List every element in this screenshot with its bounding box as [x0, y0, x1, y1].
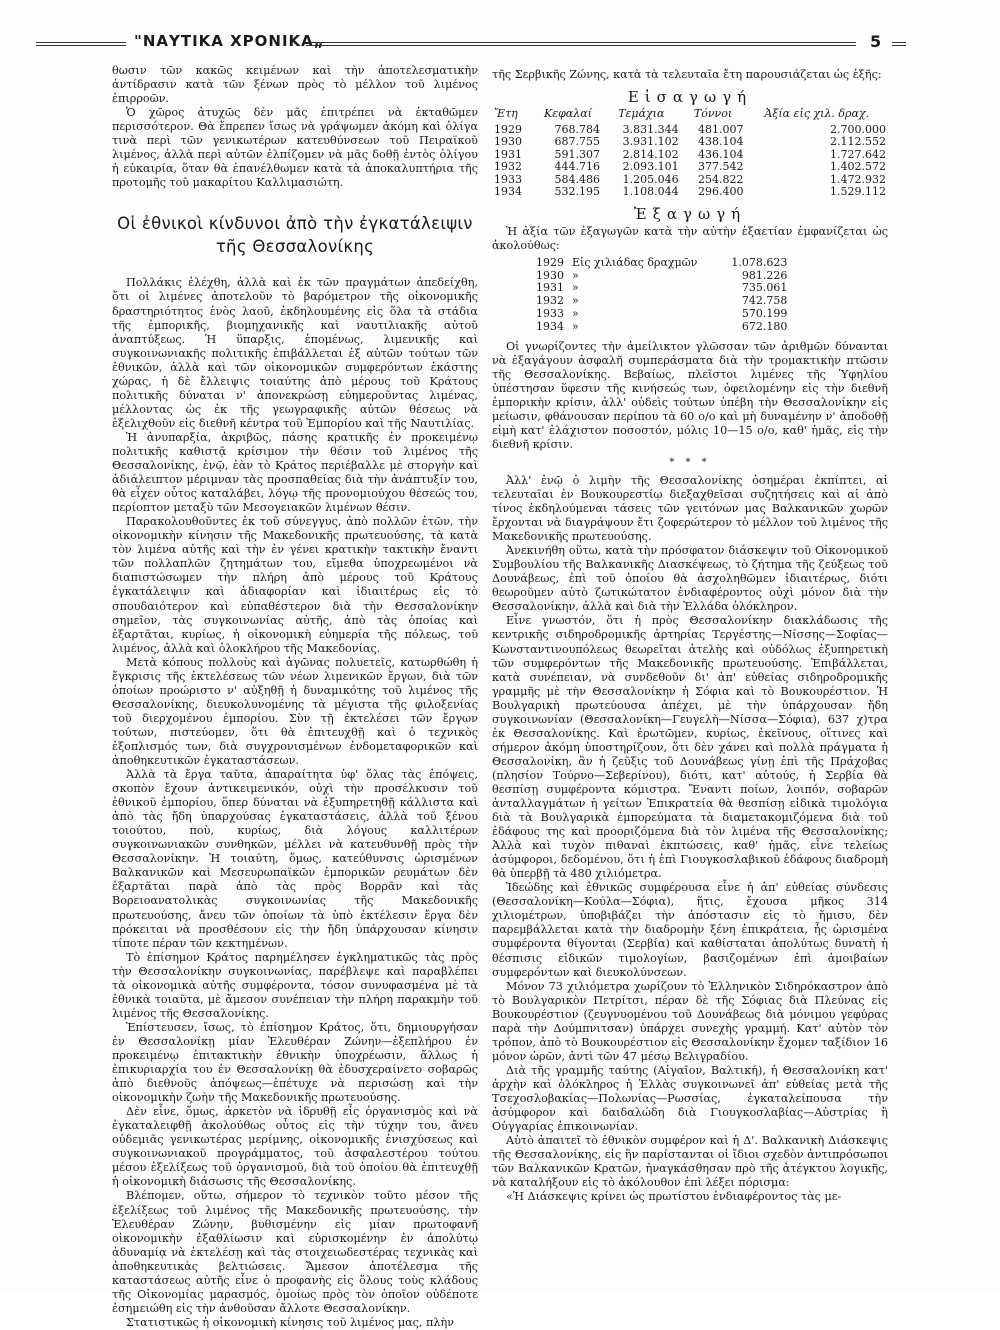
left-column: [112, 64, 478, 1330]
column-header: Κεφαλαί: [543, 107, 592, 121]
table-cell: 3.831.344: [622, 122, 679, 136]
table-cell: 532.195: [554, 185, 601, 199]
unit-label: Εἰς χιλιάδας δραχμῶν: [572, 255, 698, 269]
year-cell: 1932: [494, 160, 522, 174]
article-paragraph: Εἶνε γνωστόν, ὅτι ἡ πρὸς Θεσσαλονίκην διακλάδωσις τῆς κεντρικῆς σιδηροδρομικῆς ἀρτηρίας Τεργέστης—Νίσσης—Σοφίας—Κωνσταντινουπόλεως θεωρεῖται ἀτελὴς καὶ οὐδόλως ἐξυπηρετικὴ τῶν συμφερόντων τῆς Μακεδονικῆς πρωτευούσης. Ἐπιβάλλεται, κατὰ συνέπειαν, νὰ συνδεθοῦν δι' ἀπ' εὐθείας σιδηροδρομικῆς γραμμῆς μὲ τὴν Θεσσαλονίκην ἡ Σόφια καὶ τὸ Βουκουρέστιον. Ἡ Βουλγαρικὴ πρωτεύουσα ἀπέχει, μὲ τὴν ὑπάρχουσαν ἤδη συγκοινωνίαν (Θεσσαλονίκη—Γευγελὴ—Νίσσα—Σόφια), 637 χ)τρα ἐκ Θεσσαλονίκης. Καὶ ἐρωτῶμεν, κυρίως, ἐκεῖνους, οἵτινες καὶ σήμερον ἀκόμη ὑποστηρίζουν, ὅτι δὲν χάνει καὶ πολλὰ πράγματα ἡ Θεσσαλονίκη, ἂν ἡ ζεῦξις τοῦ Δουνάβεως γίνῃ ἐπὶ τῆς Πράχοβας (πλησίον Τούρνο—Σεβερίνου), διότι, κατ' αὐτούς, ἡ Σερβία θὰ θεσπίσῃ συμφέροντα κόμιστρα. Ἔναντι ποίων, λοιπόν, σοβαρῶν ἀνταλλαγμάτων ἡ γείτων Ἐπικρατεία θὰ θεσπίσῃ εἰδικὰ τιμολόγια διὰ τὰ Βουλγαρικὰ ἐμπορεύματα τὰ διαμετακομιζόμενα διὰ τοῦ ἐδάφους της καὶ προοριζόμενα διὰ τὸν λιμένα τῆς Θεσσαλονίκης; Ἀλλὰ καὶ τυχὸν πιθαναὶ ἐκπτώσεις, καθ' ἡμᾶς, εἶνε τελείως ἀσύμφοροι, δεδομένου, ὅτι ἡ ἐπὶ Γιουγκοσλαβικοῦ ἐδάφους διαδρομὴ θὰ ὑπερβῇ τὰ 480 χιλιόμετρα.: [492, 614, 888, 881]
table-cell: 436.104: [697, 147, 744, 161]
year-cell: 1930: [536, 268, 564, 282]
ditto-mark: »: [572, 268, 579, 282]
year-cell: 1932: [536, 294, 564, 308]
table-cell: 1.529.112: [830, 185, 886, 199]
table-cell: 1.205.046: [622, 172, 679, 186]
table-cell: 687.755: [554, 135, 601, 149]
article-paragraph: Στατιστικῶς ἡ οἰκονομικὴ κίνησις τοῦ λιμένος μας, πλὴν: [126, 1315, 454, 1329]
article-paragraph: Ἡ ἀνυπαρξία, ἀκριβῶς, πάσης κρατικῆς ἐν προκειμένῳ πολιτικῆς καθιστᾷ κρίσιμον τὴν θέσιν τοῦ λιμένος τῆς Θεσσαλονίκης, ἐνῷ, ἐὰν τὸ Κράτος περιέβαλλε μὲ στοργὴν καὶ ἀδιάλειπτον μέριμναν τὰς προσπαθείας διὰ τὴν ἀνάπτυξίν του, θὰ εἶχεν οὗτος καταλάβει, λόγῳ τῆς προνομιούχου θέσεώς του, περίοπτον μεταξὺ τῶν Μεσογειακῶν λιμένων θέσιν.: [112, 430, 478, 515]
table-cell: 981.226: [741, 268, 788, 282]
table-cell: 1.402.572: [830, 160, 886, 174]
table-cell: 591.307: [554, 147, 601, 161]
export-section-title: Ἐξαγωγή: [633, 204, 747, 223]
article-paragraph: Ἀνεκινήθη οὕτω, κατὰ τὴν πρόσφατον διάσκεψιν τοῦ Οἰκονομικοῦ Συμβουλίου τῆς Βαλκανικῆς Διασκέψεως, τὸ ζήτημα τῆς ζεύξεως τοῦ Δουνάβεως, ἐπὶ τοῦ ὁποίου θὰ ἀσχοληθῶμεν ἰδιαιτέρως, διότι θεωροῦμεν αὐτὸ ζωτικώτατον ἐνδιαφέροντος οὐχὶ μόνον διὰ τὴν Θεσσαλονίκην, ἀλλὰ καὶ διὰ τὴν Ἑλλάδα ὁλόκληρον.: [492, 544, 888, 614]
year-cell: 1929: [536, 255, 564, 269]
article-paragraph: Τὸ ἐπίσημον Κράτος παρημέλησεν ἐγκληματικῶς τὰς πρὸς τὴν Θεσσαλονίκην συγκοινωνίας, παρέβλεψε καὶ παραβλέπει τὰ οἰκονομικὰ αὐτῆς συμφέροντα, τόσον συνυφασμένα μὲ τὰ ἐθνικὰ τοιαῦτα, μὲ ἄμεσον συνέπειαν τὴν πλήρη παρακμὴν τοῦ λιμένος τῆς Θεσσαλονίκης.: [112, 950, 478, 1020]
table-cell: 1.472.932: [830, 172, 886, 186]
import-table-header: [492, 108, 888, 124]
table-cell: 2.700.000: [830, 122, 886, 136]
year-cell: 1934: [494, 185, 522, 199]
table-row: [492, 161, 888, 174]
ditto-mark: »: [572, 281, 579, 295]
table-cell: 672.180: [741, 319, 788, 333]
page-number: 5: [870, 32, 882, 51]
table-row: [532, 257, 791, 270]
article-paragraph: Οἱ γνωρίζοντες τὴν ἀμείλικτον γλῶσσαν τῶν ἀριθμῶν δύνανται νὰ ἐξαγάγουν ἀσφαλῆ συμπεράσματα διὰ τὴν τρομακτικὴν πτῶσιν τῆς Θεσσαλονίκης. Βεβαίως, πλεῖστοι λιμένες τῆς Ὑφηλίου ὑπέστησαν ὕφεσιν τῆς κινήσεώς των, ὀφειλομένην εἰς τὴν διεθνῆ ἐμπορικὴν κρίσιν, ἀλλ' οὐδεὶς τούτων ὑπέβη τὴν Θεσσαλονίκην εἰς μείωσιν, φθάνουσαν περίπου τὰ 60 ο/ο καὶ μὴ δυναμένην ν' ἀποδοθῇ εἰμὴ κατ' ἐλάχιστον ποσοστόν, μόλις 10—15 ο/ο, καθ' ἡμᾶς, εἰς τὴν διεθνῆ κρίσιν.: [492, 339, 888, 451]
export-lead: Ἡ ἀξία τῶν ἐξαγωγῶν κατὰ τὴν αὐτὴν ἑξαετίαν ἐμφανίζεται ὡς ἀκολούθως:: [492, 224, 888, 252]
article-paragraph: Ἰδεώδης καὶ ἐθνικῶς συμφέρουσα εἶνε ἡ ἀπ' εὐθείας σύνδεσις (Θεσσαλονίκη—Κούλα—Σόφια), ἥτις, ἔχουσα μῆκος 314 χιλιομέτρων, ὑποβιβάζει τὴν ἀπόστασιν εἰς τὸ ἥμισυ, δὲν παρεμβάλλεται κατὰ τὴν διαδρομὴν ξένη ἐπικράτεια, ἧς ὡρισμένα συμφέροντα θίγονται (Σερβία) καὶ καθίσταται ἀπολύτως δυνατὴ ἡ θέσπισις εἰδικῶν τιμολογίων, βασιζομένων ἐπὶ ἀμοιβαίων συμφερόντων καὶ διευκολύνσεων.: [492, 881, 888, 979]
table-cell: 1.108.044: [622, 185, 679, 199]
ditto-mark: »: [572, 306, 579, 320]
ditto-mark: »: [572, 294, 579, 308]
table-cell: 377.542: [697, 160, 744, 174]
article-paragraph: Ἀλλ' ἐνῷ ὁ λιμὴν τῆς Θεσσαλονίκης ὁσημέραι ἐκπίπτει, αἱ τελευταῖαι ἐν Βουκουρεστίῳ διεξαχθεῖσαι συζητήσεις καὶ αἱ ἀπὸ τίνος ἐκδηλούμεναι τάσεις τῶν γειτόνων μας Βαλκανικῶν χωρῶν ἔρχονται νὰ διαγράψουν ἔτι ζοφερώτερον τὸ μέλλον τοῦ λιμένος τῆς Μακεδονικῆς πρωτευούσης.: [492, 473, 888, 544]
table-cell: 3.931.102: [622, 135, 679, 149]
table-row: [492, 136, 888, 149]
table-cell: 735.061: [741, 281, 788, 295]
table-row: [532, 295, 791, 308]
article-title: Οἱ ἐθνικοὶ κίνδυνοι ἀπὸ τὴν ἐγκατάλειψιν τῆς Θεσσαλονίκης: [117, 214, 473, 257]
ditto-mark: »: [572, 319, 579, 333]
table-cell: 254.822: [697, 172, 744, 186]
table-cell: 444.716: [554, 160, 601, 174]
publication-title: "ΝΑΥΤΙΚΑ ΧΡΟΝΙΚΑ„: [134, 32, 325, 50]
article-paragraph: Μετὰ κόπους πολλοὺς καὶ ἀγῶνας πολυετεῖς, κατωρθώθη ἡ ἔγκρισις τῆς ἐκτελέσεως τῶν νέων λιμενικῶν ἔργων, διὰ τῶν ὁποίων προώριστο ν' αὐξηθῇ ἡ δυναμικότης τοῦ λιμένος τῆς Θεσσαλονίκης, διευκολυνομένης τὰ μέγιστα τῆς φιλοξενίας τοῦ διερχομένου ἐμπορίου. Σὺν τῇ ἐκτελέσει τῶν ἔργων τούτων, πιστεύομεν, ὅτι θὰ ἐπιτευχθῇ καὶ ὁ τεχνικὸς ἐξοπλισμός των, διὰ συγχρονισμένων ἐνδομεταφορικῶν καὶ ἀποθηκευτικῶν ἐγκαταστάσεων.: [112, 655, 478, 768]
table-row: [532, 308, 791, 321]
table-cell: 742.758: [741, 294, 788, 308]
header-rule-middle: [306, 42, 856, 46]
table-cell: 481.007: [697, 122, 744, 136]
right-column: [492, 68, 888, 1204]
table-cell: 768.784: [554, 122, 601, 136]
table-cell: 2.814.102: [622, 147, 679, 161]
table-row: [532, 321, 791, 334]
article-paragraph: Ἀλλὰ τὰ ἔργα ταῦτα, ἀπαραίτητα ὑφ' ὅλας τὰς ἐπόψεις, σκοπὸν ἔχουν ἀντικειμενικόν, οὐχὶ τὴν προσέλκυσιν τοῦ ἐθνικοῦ ἐμπορίου, ὅπερ δύναται νὰ ἐξυπηρετηθῇ κάλλιστα καὶ ἀπὸ τὰς ἤδη ὑπαρχούσας ἐγκαταστάσεις, ἀλλὰ τοῦ ξένου τοιούτου, ποὺ, κυρίως, διὰ λόγους καλλιτέρων συγκοινωνιακῶν συνθηκῶν, μέλλει νὰ κατευθυνθῇ πρὸς τὴν Θεσσαλονίκην. Ἡ τοιαύτη, ὅμως, κατεύθυνσις ὡρισμένων Βαλκανικῶν καὶ Μεσευρωπαϊκῶν ἐμπορικῶν ρευμάτων δὲν ἐξαρτᾶται παρὰ ἀπὸ τὰς πρὸς Βορρᾶν καὶ τὰς Βορειοανατολικὰς συγκοινωνίας τῆς Μακεδονικῆς πρωτευούσης, ἄνευ τῶν ὁποίων τὰ ὑπὸ ἐκτέλεσιν ἔργα δὲν πρόκειται νὰ προσθέσουν εἰς τὴν ἤδη ὑπάρχουσαν κίνησιν τίποτε πέραν τῶν κεκτημένων.: [112, 768, 478, 950]
column-header: Ἀξία εἰς χιλ. δραχ.: [764, 107, 870, 121]
year-cell: 1929: [494, 122, 522, 136]
article-paragraph: Αὐτὸ ἀπαιτεῖ τὸ ἐθνικὸν συμφέρον καὶ ἡ Δ'. Βαλκανικὴ Διάσκεψις τῆς Θεσσαλονίκης, εἰς ἣν παρίστανται οἱ ἴδιοι σχεδὸν ἀντιπρόσωποι τῶν Βαλκανικῶν Κρατῶν, ἠναγκάσθησαν πρὸ τῆς ἀτέγκτου λογικῆς, νὰ καταλήξουν εἰς τὸ ἀκόλουθον ἐπὶ λέξει πόρισμα:: [492, 1134, 888, 1190]
article-paragraph: Δὲν εἶνε, ὅμως, ἀρκετὸν νὰ ἱδρυθῇ εἷς ὀργανισμὸς καὶ νὰ ἐγκαταλειφθῇ ἀκολούθως οὗτος εἰς τὴν τύχην του, ἄνευ οὐδεμιᾶς γενικωτέρας μερίμνης, οἰκονομικῆς ἐνισχύσεως καὶ συγκοινωνιακοῦ προγράμματος, τοῦ ἀσφαλεστέρου τούτου μέσου ἐξελίξεως τοῦ ὀργανισμοῦ, διὰ τοῦ ὁποίου θὰ ἐπιτευχθῇ ἡ οἰκονομικὴ διάσωσις τῆς Θεσσαλονίκης.: [112, 1105, 478, 1189]
year-cell: 1934: [536, 319, 564, 333]
article-paragraph: Μόνον 73 χιλιόμετρα χωρίζουν τὸ Ἑλληνικὸν Σιδηρόκαστρον ἀπὸ τὸ Βουλγαρικὸν Πετρίτσι, πέραν δὲ τῆς Σόφιας διὰ Πλεύνας εἰς Βουκουρέστιον (ζευγνυομένου τοῦ Δουνάβεως διὰ μόνιμου γεφύρας παρὰ τὴν Δούμπνιτσαν) ὑπάρχει συνεχὴς γραμμή. Κατ' αὐτὸν τὸν τρόπον, ἀπὸ τὸ Βουκουρέστιον εἰς Θεσσαλονίκην ἔχομεν ταξίδιον 16 μόνον ὡρῶν, ἀντὶ τῶν 47 μέσῳ Βελιγραδίου.: [492, 979, 888, 1063]
intro-paragraph: Ὁ χῶρος ἀτυχῶς δὲν μᾶς ἐπιτρέπει νὰ ἐκταθῶμεν περισσότερον. Θὰ ἔπρεπεν ἴσως νὰ γράψωμεν ἀκόμη καὶ ὀλίγα τινὰ περὶ τῶν γενικωτέρων κατευθύνσεων τοῦ Πειραϊκοῦ λιμένος, ἀλλὰ περὶ αὐτῶν ἐλπίζομεν νὰ μᾶς δοθῇ ἐντὸς ὀλίγου ἡ εὐκαιρία, ὅταν θὰ ἐπανέλθωμεν κατὰ τὰ ἀποκαλυπτήρια τῆς προτομῆς τοῦ μακαρίτου Καλλιμασιώτη.: [112, 106, 478, 190]
table-cell: 2.112.552: [830, 135, 886, 149]
intro-paragraph: θωσιν τῶν κακῶς κειμένων καὶ τὴν ἀποτελεσματικὴν ἀντίδρασιν κατὰ τῶν ξένων πρὸς τὸ μέλλον τοῦ λιμένος ἐπιρροῶν.: [112, 64, 478, 106]
year-cell: 1931: [494, 147, 522, 161]
table-cell: 1.078.623: [731, 255, 788, 269]
table-cell: 2.093.101: [622, 160, 679, 174]
table-cell: 584.486: [554, 172, 601, 186]
column-header: Ἔτη: [494, 107, 518, 121]
table-cell: 438.104: [697, 135, 744, 149]
section-divider: * * *: [669, 456, 711, 468]
year-cell: 1930: [494, 135, 522, 149]
table-row: [492, 124, 888, 137]
article-paragraph: Παρακολουθοῦντες ἐκ τοῦ σύνεγγυς, ἀπὸ πολλῶν ἐτῶν, τὴν οἰκονομικὴν κίνησιν τῆς Μακεδονικῆς πρωτευούσης, τὰ κατὰ τὸν λιμένα αὐτῆς καὶ τὴν ἐν γένει κρατικὴν τακτικὴν ἔναντι τῶν πολλαπλῶν ζητημάτων του, εἴμεθα ὑποχρεωμένοι νὰ διαπιστώσωμεν τὴν πλήρη ἀπὸ μέρους τοῦ Κράτους ἐγκατάλειψιν καὶ ἀδιαφορίαν καὶ ἰδιαιτέρως εἰς τὸ σπουδαιότερον καὶ εὐπαθέστερον διὰ τὴν Θεσσαλονίκην σημεῖον, τὰς συγκοινωνίας αὐτῆς, ἀπὸ τὰς ὁποίας καὶ ἐξαρτᾶται, κυρίως, ἡ οἰκονομικὴ εὐημερία τῆς πόλεως, τοῦ λιμένος, ἀλλὰ καὶ ὁλοκλήρου τῆς Μακεδονίας.: [112, 515, 478, 655]
export-table: [532, 257, 791, 334]
running-header: [36, 32, 906, 54]
year-cell: 1933: [536, 306, 564, 320]
article-paragraph: Βλέπομεν, οὕτω, σήμερον τὸ τεχνικὸν τοῦτο μέσον τῆς ἐξελίξεως τοῦ λιμένος τῆς Μακεδονικῆς πρωτευούσης, τὴν Ἐλευθέραν Ζώνην, βυθισμένην εἰς μίαν πρωτοφανῆ οἰκονομικὴν ἐξαθλίωσιν καὶ εὑρισκομένην ἐν ἀπολύτῳ ἀδυναμίᾳ νὰ ἐκτελέσῃ καὶ τὰς στοιχειωδεστέρας τεχνικὰς καὶ ἀποθηκευτικὰς βελτιώσεις. Ἄμεσον ἀποτέλεσμα τῆς καταστάσεως αὐτῆς εἶνε ὁ προφανὴς εἰς ὅλους τοὺς κλάδους τῆς Οἰκονομίας μαρασμός, ὁμοίως πρὸς τὸν ὁποῖον οὐδέποτε ἐσημειώθη εἰς τὴν ἀνθοῦσαν ἄλλοτε Θεσσαλονίκην.: [112, 1189, 478, 1315]
column-header: Τεμάχια: [618, 107, 665, 121]
header-rule-left: [36, 42, 126, 46]
table-row: [492, 174, 888, 187]
article-paragraph: Διὰ τῆς γραμμῆς ταύτης (Αἰγαῖον, Βαλτική), ἡ Θεσσαλονίκη κατ' ἀρχὴν καὶ ὁλόκληρος ἡ Ἑλλὰς συγκοινωνεῖ ἀπ' εὐθείας μετὰ τῆς Τσεχοσλοβακίας—Πολωνίας—Ρωσσίας, ἐγκαταλείπουσα τὴν ἀσύμφορον καὶ δαιδαλώδη διὰ Γιουγκοσλαβίας—Αὐστρίας ἢ Οὐγγαρίας ἐπικοινωνίαν.: [492, 1063, 888, 1134]
column-header: Τόννοι: [693, 107, 733, 121]
header-rule-right: [892, 42, 906, 46]
year-cell: 1933: [494, 172, 522, 186]
table-cell: 570.199: [741, 306, 788, 320]
article-paragraph: Ἐπίστευσεν, ἴσως, τὸ ἐπίσημον Κράτος, ὅτι, δημιουργήσαν ἐν Θεσσαλονίκῃ μίαν Ἐλευθέραν Ζώνην—ἐξεπλήρου ἐν προκειμένῳ ἐπιτακτικὴν ἐθνικὴν ὑποχρέωσιν, ἄλλως ἡ ἐπικυριαρχία του ἐν Θεσσαλονίκῃ θὰ ἐδυσχεραίνετο σοβαρῶς ἀπὸ διεθνοῦς ἀπόψεως—ἐπέτυχε νὰ περισώσῃ καὶ τὴν οἰκονομικὴν ζωὴν τῆς Μακεδονικῆς πρωτευούσης.: [112, 1020, 478, 1105]
table-row: [492, 149, 888, 162]
statistics-lead: τῆς Σερβικῆς Ζώνης, κατὰ τὰ τελευταῖα ἔτη παρουσιάζεται ὡς ἑξῆς:: [492, 68, 882, 81]
import-table: [492, 108, 888, 199]
article-paragraph: «Ἡ Διάσκεψις κρίνει ὡς πρωτίστου ἐνδιαφέροντος τὰς με-: [506, 1190, 842, 1204]
table-cell: 296.400: [697, 185, 744, 199]
article-paragraph: Πολλάκις ἐλέχθη, ἀλλὰ καὶ ἐκ τῶν πραγμάτων ἀπεδείχθη, ὅτι οἱ λιμένες ἀποτελοῦν τὸ βαρόμετρον τῆς οἰκονομικῆς δραστηριότητος ἑνὸς λαοῦ, ἐκδηλουμένης εἰς ὅλα τὰ στάδια τῆς ἐμπορικῆς, βιομηχανικῆς καὶ ναυτιλιακῆς αὐτοῦ ἀναπτύξεως. Ἡ ὕπαρξις, ἑπομένως, λιμενικῆς καὶ συγκοινωνιακῆς πολιτικῆς ἐπιβάλλεται ἐξ αὐτῶν τούτων τῶν ἐθνικῶν, ἀλλὰ καὶ τῶν οἰκονομικῶν συμφερόντων ἑκάστης χώρας, ἡ δὲ ἔλλειψις τοιαύτης ἀπὸ μέρους τοῦ Κράτους πολιτικῆς δύναται ν' ἀπονεκρώσῃ εὐημεροῦντας λιμένας, μέλλοντας ὡς ἐκ τῆς γεωγραφικῆς αὐτῶν θέσεως νὰ ἐξελιχθοῦν εἰς διεθνῆ κέντρα τοῦ Ἐμπορίου καὶ τῆς Ναυτιλίας.: [112, 276, 478, 430]
year-cell: 1931: [536, 281, 564, 295]
import-section-title: Εἰσαγωγή: [627, 88, 753, 107]
table-row: [492, 186, 888, 199]
table-cell: 1.727.642: [830, 147, 886, 161]
